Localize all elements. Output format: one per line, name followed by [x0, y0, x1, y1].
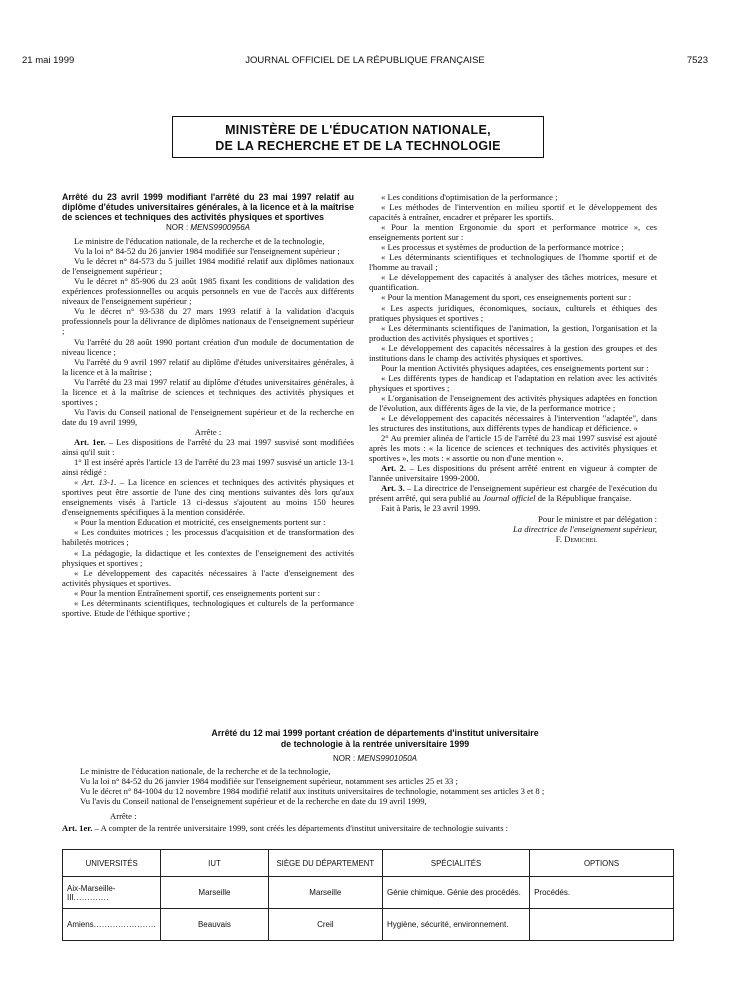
paragraph: « Les méthodes de l'intervention en milieu sportif et le développement des capacités à entraîner, encadrer et préparer les sportifs.	[369, 202, 657, 223]
paragraph: « Le développement des capacités nécessaires à l'intervention "adaptée", dans les structures des institutions, aux différents types de handicap et déficience. »	[369, 413, 657, 434]
col-header-iut: IUT	[161, 850, 268, 877]
col-header-universites: UNIVERSITÉS	[63, 850, 161, 877]
paragraph: Vu la loi n° 84-52 du 26 janvier 1984 modifiée sur l'enseignement supérieur ;	[74, 246, 340, 257]
table-cell-siege: Creil	[268, 909, 382, 941]
paragraph: « Pour la mention Ergonomie du sport et performance motrice », ces enseignements portent sur :	[369, 222, 657, 243]
signature-line-1: Pour le ministre et par délégation :	[538, 513, 657, 524]
signature-line-2: La directrice de l'enseignement supérieur,	[513, 523, 657, 534]
col-header-options: OPTIONS	[530, 850, 674, 877]
paragraph: Vu le décret n° 84-1004 du 12 novembre 1984 modifié relatif aux instituts universitaires de technologie, notamment ses articles 3 et 8 ;	[80, 786, 545, 796]
col-header-specialites: SPÉCIALITÉS	[383, 850, 530, 877]
decree2-title-line-1: Arrêté du 12 mai 1999 portant création de départements d'institut universitaire	[211, 728, 539, 738]
table-row	[63, 877, 674, 909]
article-1-point-1: 1° Il est inséré après l'article 13 de l'arrêté du 23 mai 1997 susvisé un article 13-1 ainsi rédigé :	[62, 457, 354, 478]
paragraph: Vu l'avis du Conseil national de l'enseignement supérieur et de la recherche en date du 19 avril 1999,	[80, 796, 427, 806]
paragraph: « Les déterminants scientifiques, technologiques et culturels de la performance sportive. Etude de l'éthique sportive ;	[62, 597, 354, 618]
article-2: Art. 2. – Les dispositions du présent arrêté entrent en vigueur à compter de l'année universitaire 1999-2000.	[369, 463, 658, 484]
decree1-title: Arrêté du 23 avril 1999 modifiant l'arrêté du 23 mai 1997 relatif au diplôme d'études universitaires générales, à la licence et à la maîtrise de sciences et techniques des activités physiques et sportives	[62, 192, 354, 222]
table-cell-iut: Beauvais	[161, 909, 268, 941]
paragraph: « Les aspects juridiques, économiques, sociaux, culturels et éthiques des pratiques physiques et sportives ;	[369, 302, 657, 323]
paragraph: Le ministre de l'éducation nationale, de la recherche et de la technologie,	[80, 766, 331, 776]
paragraph: « La pédagogie, la didactique et les contextes de l'enseignement des activités physiques et sportives ;	[62, 547, 354, 568]
left-column	[62, 192, 354, 618]
decree2-nor-code: MENS9901050A	[357, 754, 418, 763]
decree2-arrete: Arrête :	[110, 811, 137, 821]
decree2-title-line-2: de technologie à la rentrée universitaire 1999	[280, 738, 470, 749]
paragraph: « Les conditions d'optimisation de la performance ;	[381, 192, 558, 202]
decree1-nor: NOR : MENS9900956A	[165, 223, 251, 232]
table-cell-iut: Marseille	[161, 877, 268, 909]
paragraph: « Pour la mention Entraînement sportif, ces enseignements portent sur :	[74, 587, 321, 598]
table-cell-specialites: Hygiène, sécurité, environnement.	[383, 909, 530, 941]
paragraph: Vu le décret n° 85-906 du 23 août 1985 fixant les conditions de validation des expériences professionnelles ou acquis personnels en vue de l'accès aux différents niveaux de l'enseignement supérieur ;	[62, 276, 354, 307]
paragraph: « Le développement des capacités nécessaires à la gestion des groupes et des institutions dans le champ des activités physiques et sportives.	[369, 342, 657, 363]
paragraph: « Les déterminants scientifiques et technologiques de l'homme sportif et de l'homme au travail ;	[369, 252, 657, 273]
done-at: Fait à Paris, le 23 avril 1999.	[381, 503, 481, 514]
decree2-nor: NOR : MENS9901050A	[332, 754, 418, 763]
ministry-line-1: MINISTÈRE DE L'ÉDUCATION NATIONALE,	[225, 123, 491, 137]
decree1-nor-code: MENS9900956A	[190, 223, 251, 232]
paragraph: Vu l'arrêté du 28 août 1990 portant création d'un module de documentation de niveau licence ;	[62, 336, 354, 357]
article-2-label: Art. 2.	[381, 463, 406, 474]
paragraph: Vu l'arrêté du 9 avril 1997 relatif au diplôme d'études universitaires générales, à la licence et à la maîtrise ;	[62, 356, 354, 377]
table-cell-siege: Marseille	[268, 877, 382, 909]
paragraph: Vu la loi n° 84-52 du 26 janvier 1984 modifiée sur l'enseignement supérieur, notamment ses articles 25 et 33 ;	[80, 776, 458, 786]
article-3: Art. 3. – La directrice de l'enseignement supérieur est chargée de l'exécution du présent arrêté, qui sera publié au Journal officiel de la République française.	[369, 483, 658, 504]
article-1: Art. 1er. – Les dispositions de l'arrêté du 23 mai 1997 susvisé sont modifiées ainsi qu'il suit :	[62, 436, 354, 458]
right-column	[369, 192, 657, 544]
paragraph: 2° Au premier alinéa de l'article 15 de l'arrêté du 23 mai 1997 susvisé est ajouté après les mots : « la licence de sciences et techniques des activités physiques et sportives », les mots : « assortie ou non d'une mention ».	[369, 433, 657, 464]
paragraph: « Les processus et systèmes de production de la performance motrice ;	[381, 242, 624, 253]
col-header-siege: SIÈGE DU DÉPARTEMENT	[268, 850, 382, 877]
article-1-label: Art. 1er.	[74, 436, 106, 447]
table-cell-specialites: Génie chimique. Génie des procédés.	[383, 877, 530, 909]
article-3-label: Art. 3.	[381, 483, 405, 494]
paragraph: Vu l'avis du Conseil national de l'enseignement supérieur et de la recherche en date du 19 avril 1999,	[62, 406, 354, 427]
paragraph: « Les différents types de handicap et l'adaptation en relation avec les activités physiques et sportives ;	[369, 372, 657, 393]
table-header-row	[63, 850, 674, 877]
arrete-label: Arrête :	[194, 426, 222, 437]
header-date: 21 mai 1999	[22, 55, 75, 66]
signature-name: F. Demichel	[555, 533, 597, 544]
departments-table	[62, 849, 674, 941]
paragraph: Le ministre de l'éducation nationale, de la recherche et de la technologie,	[74, 236, 325, 247]
paragraph: Vu le décret n° 93-538 du 27 mars 1993 relatif à la validation d'acquis professionnels pour la délivrance de diplômes nationaux de l'enseignement supérieur ;	[62, 306, 354, 337]
paragraph: « Le développement des capacités nécessaires à l'acte d'enseignement des activités physiques et sportives.	[62, 567, 354, 588]
ministry-line-2: DE LA RECHERCHE ET DE LA TECHNOLOGIE	[215, 139, 501, 153]
paragraph: Pour la mention Activités physiques adaptées, ces enseignements portent sur :	[381, 362, 649, 373]
table-row	[63, 909, 674, 941]
paragraph: « L'organisation de l'enseignement des activités physiques adaptées en fonction de l'évolution, aux différents âges de la vie, de la performance motrice ;	[369, 392, 657, 413]
paragraph: Vu le décret n° 84-573 du 5 juillet 1984 modifié relatif aux diplômes nationaux de l'enseignement supérieur ;	[62, 256, 354, 277]
table-cell-options: Procédés.	[530, 877, 674, 909]
paragraph: « Pour la mention Management du sport, ces enseignements portent sur :	[381, 292, 632, 303]
table-cell-universite: Aix-Marseille-III.............	[63, 877, 161, 909]
decree2-article-1: Art. 1er. – A compter de la rentrée universitaire 1999, sont créés les départements d'institut universitaire de technologie suivants :	[62, 823, 509, 833]
paragraph: « Les conduites motrices ; les processus d'acquisition et de transformation des habiletés motrices ;	[62, 527, 354, 548]
paragraph: Vu l'arrêté du 23 mai 1997 relatif au diplôme d'études universitaires générales, à la licence et à la maîtrise de sciences et techniques des activités physiques et sportives ;	[62, 376, 354, 407]
page-number: 7523	[686, 55, 708, 66]
article-13-1: « Art. 13-1. – La licence en sciences et techniques des activités physiques et sportives peut être assortie de l'une des cinq mentions suivantes dès lors qu'aux enseignements visés à l'article 13 ci-dessus s'ajoutent au moins 150 heures d'enseignements spécifiques à la mention considérée.	[62, 477, 354, 518]
ministry-box	[172, 116, 544, 158]
decree2	[62, 728, 670, 833]
table-cell-options	[530, 909, 674, 941]
paragraph: « Pour la mention Education et motricité, ces enseignements portent sur :	[74, 517, 326, 528]
article-13-1-label: « Art. 13-1.	[74, 477, 117, 488]
journal-officiel-ref: Journal officiel	[482, 493, 536, 504]
journal-title: JOURNAL OFFICIEL DE LA RÉPUBLIQUE FRANÇAISE	[245, 55, 485, 66]
paragraph: « Les déterminants scientifiques de l'animation, la gestion, l'organisation et la production des activités physiques et sportives ;	[369, 322, 657, 343]
paragraph: « Le développement des capacités à analyser des tâches motrices, mesure et quantification.	[369, 272, 657, 293]
table-cell-universite: Amiens.......................	[63, 909, 161, 941]
